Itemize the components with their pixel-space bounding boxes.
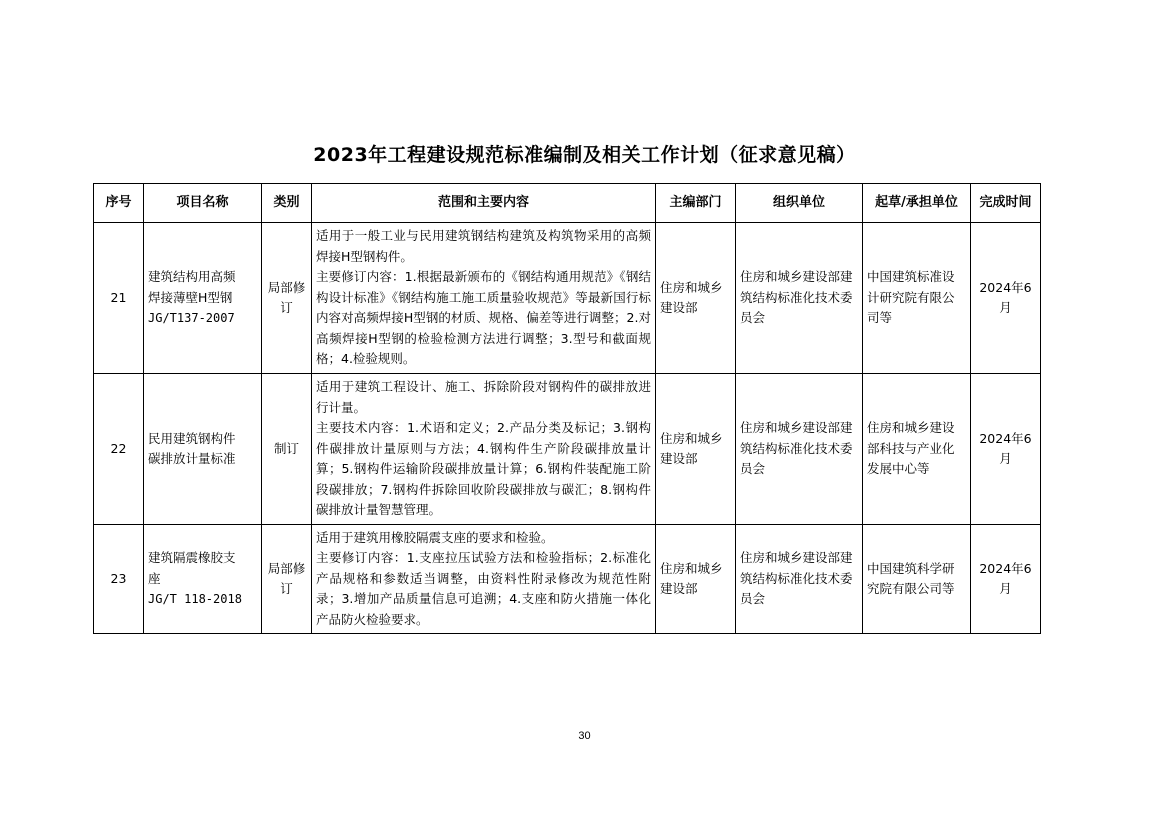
- row-organizer: 住房和城乡建设部建筑结构标准化技术委员会: [736, 223, 863, 374]
- row-editor: 住房和城乡建设部: [656, 374, 736, 525]
- header-editor: 主编部门: [656, 184, 736, 223]
- work-plan-table: [93, 183, 1041, 634]
- row-editor: 住房和城乡建设部: [656, 525, 736, 634]
- header-deadline: 完成时间: [971, 184, 1041, 223]
- header-project-name: 项目名称: [144, 184, 262, 223]
- row-project-name: [144, 525, 262, 634]
- header-organizer: 组织单位: [736, 184, 863, 223]
- row-drafter: 中国建筑标准设计研究院有限公司等: [863, 223, 971, 374]
- table-header-row: [94, 184, 1041, 223]
- header-scope: 范围和主要内容: [312, 184, 656, 223]
- row-no: 21: [94, 223, 144, 374]
- row-editor: 住房和城乡建设部: [656, 223, 736, 374]
- row-organizer: 住房和城乡建设部建筑结构标准化技术委员会: [736, 525, 863, 634]
- scope-applicability: 适用于建筑用橡胶隔震支座的要求和检验。: [316, 529, 554, 545]
- project-name-line: 碳排放计量标准: [148, 451, 236, 466]
- project-name-line: 座: [148, 570, 161, 586]
- table-row: [94, 374, 1041, 525]
- project-standard-code: JG/T 118-2018: [148, 592, 242, 607]
- header-no: 序号: [94, 184, 144, 223]
- row-drafter: 中国建筑科学研究院有限公司等: [863, 525, 971, 634]
- scope-main-content: 主要修订内容：1.支座拉压试验方法和检验指标；2.标准化产品规格和参数适当调整，由资料性附录修改为规范性附录；3.增加产品质量信息可追溯；4.支座和防火措施一体化产品防火检验要求。: [316, 550, 651, 627]
- row-no: 23: [94, 525, 144, 634]
- table-row: [94, 223, 1041, 374]
- project-name-line: 建筑隔震橡胶支: [148, 550, 236, 566]
- table-row: [94, 525, 1041, 634]
- row-deadline: 2024年6月: [971, 223, 1041, 374]
- project-name-line: 民用建筑钢构件: [148, 430, 236, 446]
- row-deadline: 2024年6月: [971, 525, 1041, 634]
- header-category: 类别: [262, 184, 312, 223]
- row-scope: [312, 223, 656, 374]
- scope-applicability: 适用于建筑工程设计、施工、拆除阶段对钢构件的碳排放进行计量。: [316, 379, 651, 415]
- row-organizer: 住房和城乡建设部建筑结构标准化技术委员会: [736, 374, 863, 525]
- scope-applicability: 适用于一般工业与民用建筑钢结构建筑及构筑物采用的高频焊接H型钢构件。: [316, 228, 651, 264]
- row-scope: [312, 374, 656, 525]
- scope-main-content: 主要修订内容：1.根据最新颁布的《钢结构通用规范》《钢结构设计标准》《钢结构施工施工质量验收规范》等最新国行标内容对高频焊接H型钢的材质、规格、偏差等进行调整；2.对高频焊接H型钢的检验检测方法进行调整；3.型号和截面规格；4.检验规则。: [316, 269, 651, 367]
- page-number: 30: [578, 730, 591, 742]
- project-standard-code: JG/T137-2007: [148, 311, 235, 326]
- row-no: 22: [94, 374, 144, 525]
- row-category: 局部修订: [262, 525, 312, 634]
- row-project-name: [144, 223, 262, 374]
- scope-main-content: 主要技术内容：1.术语和定义；2.产品分类及标记；3.钢构件碳排放计量原则与方法；4.钢构件生产阶段碳排放量计算；5.钢构件运输阶段碳排放量计算；6.钢构件装配施工阶段碳排放；7.钢构件拆除回收阶段碳排放与碳汇；8.钢构件碳排放计量智慧管理。: [316, 420, 651, 518]
- project-name-line: 焊接薄壁H型钢: [148, 289, 233, 305]
- row-scope: [312, 525, 656, 634]
- row-project-name: [144, 374, 262, 525]
- page-title: 2023年工程建设规范标准编制及相关工作计划（征求意见稿）: [313, 144, 856, 166]
- row-category: 制订: [262, 374, 312, 525]
- project-name-line: 建筑结构用高频: [148, 269, 236, 285]
- row-deadline: 2024年6月: [971, 374, 1041, 525]
- header-drafter: 起草/承担单位: [863, 184, 971, 223]
- row-drafter: 住房和城乡建设部科技与产业化发展中心等: [863, 374, 971, 525]
- row-category: 局部修订: [262, 223, 312, 374]
